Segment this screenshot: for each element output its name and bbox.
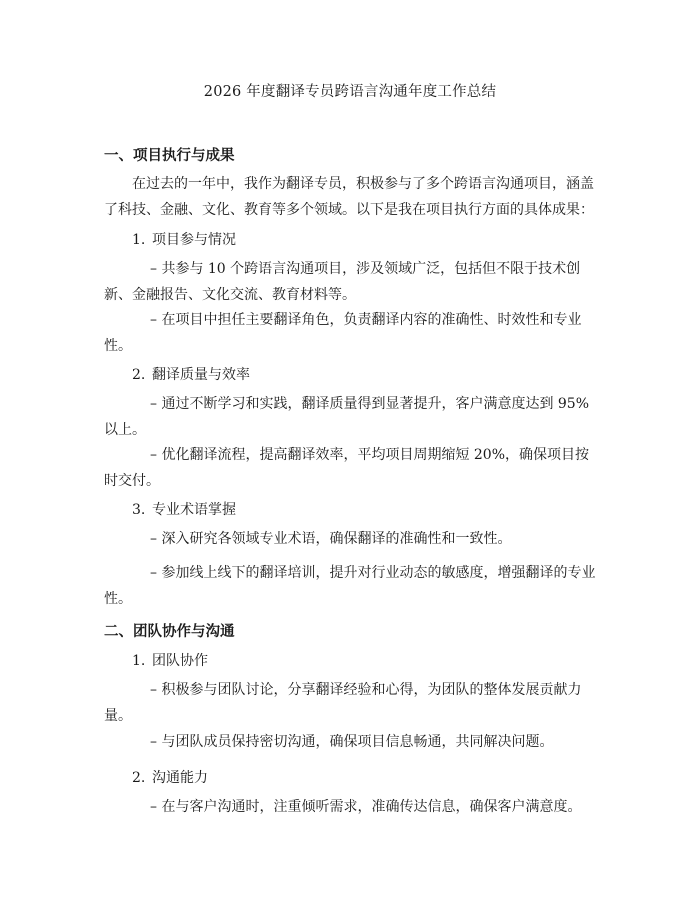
list-number: 1. bbox=[132, 232, 146, 248]
bullet-1-3-2: – 参加线上线下的翻译培训，提升对行业动态的敏感度，增强翻译的专业性。 bbox=[104, 565, 596, 607]
list-number: 1. bbox=[132, 653, 146, 669]
bullet-1-2-2: – 优化翻译流程，提高翻译效率，平均项目周期缩短 20%，确保项目按时交付。 bbox=[104, 447, 590, 489]
bullet-1-2-1: – 通过不断学习和实践，翻译质量得到显著提升，客户满意度达到 95%以上。 bbox=[104, 396, 590, 438]
document-title: 2026 年度翻译专员跨语言沟通年度工作总结 bbox=[203, 84, 497, 100]
bullet-2-1-1: – 积极参与团队讨论，分享翻译经验和心得，为团队的整体发展贡献力量。 bbox=[104, 682, 582, 724]
list-number: 2. bbox=[132, 770, 146, 786]
list-number: 2. bbox=[132, 367, 146, 383]
list-item-label: 专业术语掌握 bbox=[152, 502, 236, 518]
list-item-label: 翻译质量与效率 bbox=[152, 367, 250, 383]
list-number: 3. bbox=[132, 502, 146, 518]
list-item-label: 项目参与情况 bbox=[152, 232, 236, 248]
list-item-label: 团队协作 bbox=[152, 653, 208, 669]
bullet-2-2-1: – 在与客户沟通时，注重倾听需求，准确传达信息，确保客户满意度。 bbox=[150, 799, 582, 815]
list-item-1-3 bbox=[132, 499, 236, 519]
bullet-1-3-1: – 深入研究各领域专业术语，确保翻译的准确性和一致性。 bbox=[150, 531, 512, 547]
section-1-intro: 在过去的一年中，我作为翻译专员，积极参与了多个跨语言沟通项目，涵盖了科技、金融、文化、教育等多个领域。以下是我在项目执行方面的具体成果： bbox=[104, 176, 594, 218]
section-heading-2: 二、团队协作与沟通 bbox=[104, 624, 235, 640]
list-item-2-1 bbox=[132, 650, 208, 670]
bullet-2-1-2: – 与团队成员保持密切沟通，确保项目信息畅通，共同解决问题。 bbox=[150, 734, 554, 750]
list-item-1-1 bbox=[132, 229, 236, 249]
list-item-2-2 bbox=[132, 767, 208, 787]
bullet-1-1-1: – 共参与 10 个跨语言沟通项目，涉及领域广泛，包括但不限于技术创新、金融报告、文化交流、教育材料等。 bbox=[104, 261, 581, 303]
list-item-1-2 bbox=[132, 364, 250, 384]
bullet-1-1-2: – 在项目中担任主要翻译角色，负责翻译内容的准确性、时效性和专业性。 bbox=[104, 312, 582, 354]
section-heading-1: 一、项目执行与成果 bbox=[104, 148, 235, 164]
list-item-label: 沟通能力 bbox=[152, 770, 208, 786]
